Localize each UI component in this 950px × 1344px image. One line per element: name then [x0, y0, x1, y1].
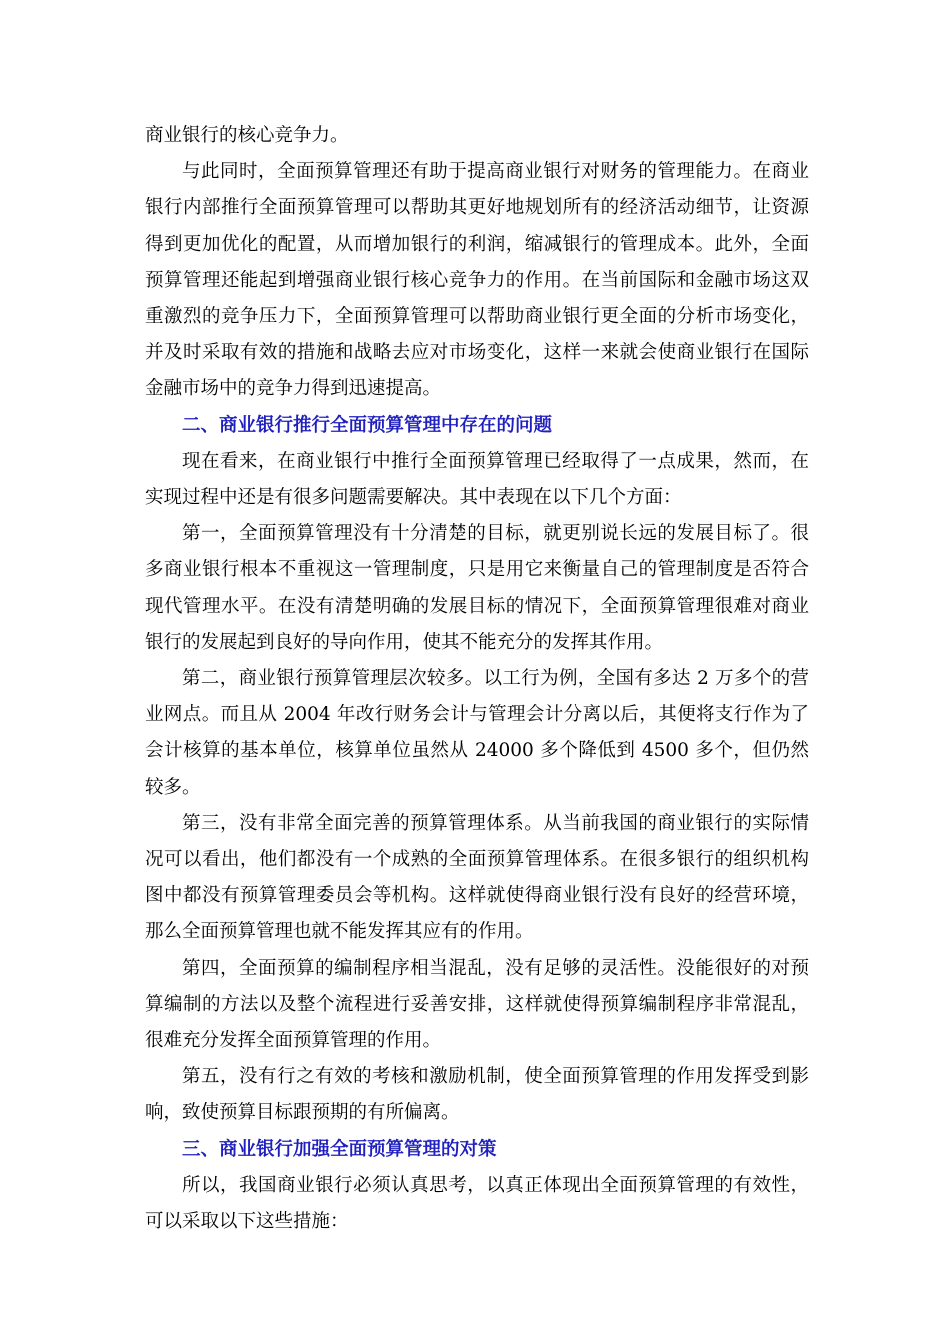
paragraph-problem-2: 第二，商业银行预算管理层次较多。以工行为例，全国有多达 2 万多个的营业网点。而且从 2004 年改行财务会计与管理会计分离以后，其便将支行作为了会计核算的基本单位，核算单位虽然从 24000 多个降低到 4500 多个，但仍然较多。	[145, 668, 809, 798]
section-heading-countermeasures: 三、商业银行加强全面预算管理的对策	[182, 1138, 497, 1160]
paragraph-continuation: 商业银行的核心竞争力。	[145, 125, 349, 146]
paragraph-problem-4: 第四，全面预算的编制程序相当混乱，没有足够的灵活性。没能很好的对预算编制的方法以及整个流程进行妥善安排，这样就使得预算编制程序非常混乱，很难充分发挥全面预算管理的作用。	[145, 957, 809, 1052]
paragraph-countermeasures-intro: 所以，我国商业银行必须认真思考，以真正体现出全面预算管理的有效性，可以采取以下这些措施：	[145, 1174, 809, 1233]
document-body	[145, 118, 809, 1240]
paragraph-problem-3: 第三，没有非常全面完善的预算管理体系。从当前我国的商业银行的实际情况可以看出，他们都没有一个成熟的全面预算管理体系。在很多银行的组织机构图中都没有预算管理委员会等机构。这样就使得商业银行没有良好的经营环境，那么全面预算管理也就不能发挥其应有的作用。	[145, 812, 809, 943]
paragraph-problem-5: 第五，没有行之有效的考核和激励机制，使全面预算管理的作用发挥受到影响，致使预算目标跟预期的有所偏离。	[145, 1066, 809, 1124]
section-heading-problems: 二、商业银行推行全面预算管理中存在的问题	[182, 414, 553, 436]
paragraph-problems-intro: 现在看来，在商业银行中推行全面预算管理已经取得了一点成果，然而，在实现过程中还是有很多问题需要解决。其中表现在以下几个方面：	[145, 450, 809, 509]
paragraph-problem-1: 第一，全面预算管理没有十分清楚的目标，就更别说长远的发展目标了。很多商业银行根本不重视这一管理制度，只是用它来衡量自己的管理制度是否符合现代管理水平。在没有清楚明确的发展目标的情况下，全面预算管理很难对商业银行的发展起到良好的导向作用，使其不能充分的发挥其作用。	[145, 523, 809, 653]
paragraph-financial-management: 与此同时，全面预算管理还有助于提高商业银行对财务的管理能力。在商业银行内部推行全面预算管理可以帮助其更好地规划所有的经济活动细节，让资源得到更加优化的配置，从而增加银行的利润，缩减银行的管理成本。此外，全面预算管理还能起到增强商业银行核心竞争力的作用。在当前国际和金融市场这双重激烈的竞争压力下，全面预算管理可以帮助商业银行更全面的分析市场变化，并及时采取有效的措施和战略去应对市场变化，这样一来就会使商业银行在国际金融市场中的竞争力得到迅速提高。	[145, 161, 809, 400]
